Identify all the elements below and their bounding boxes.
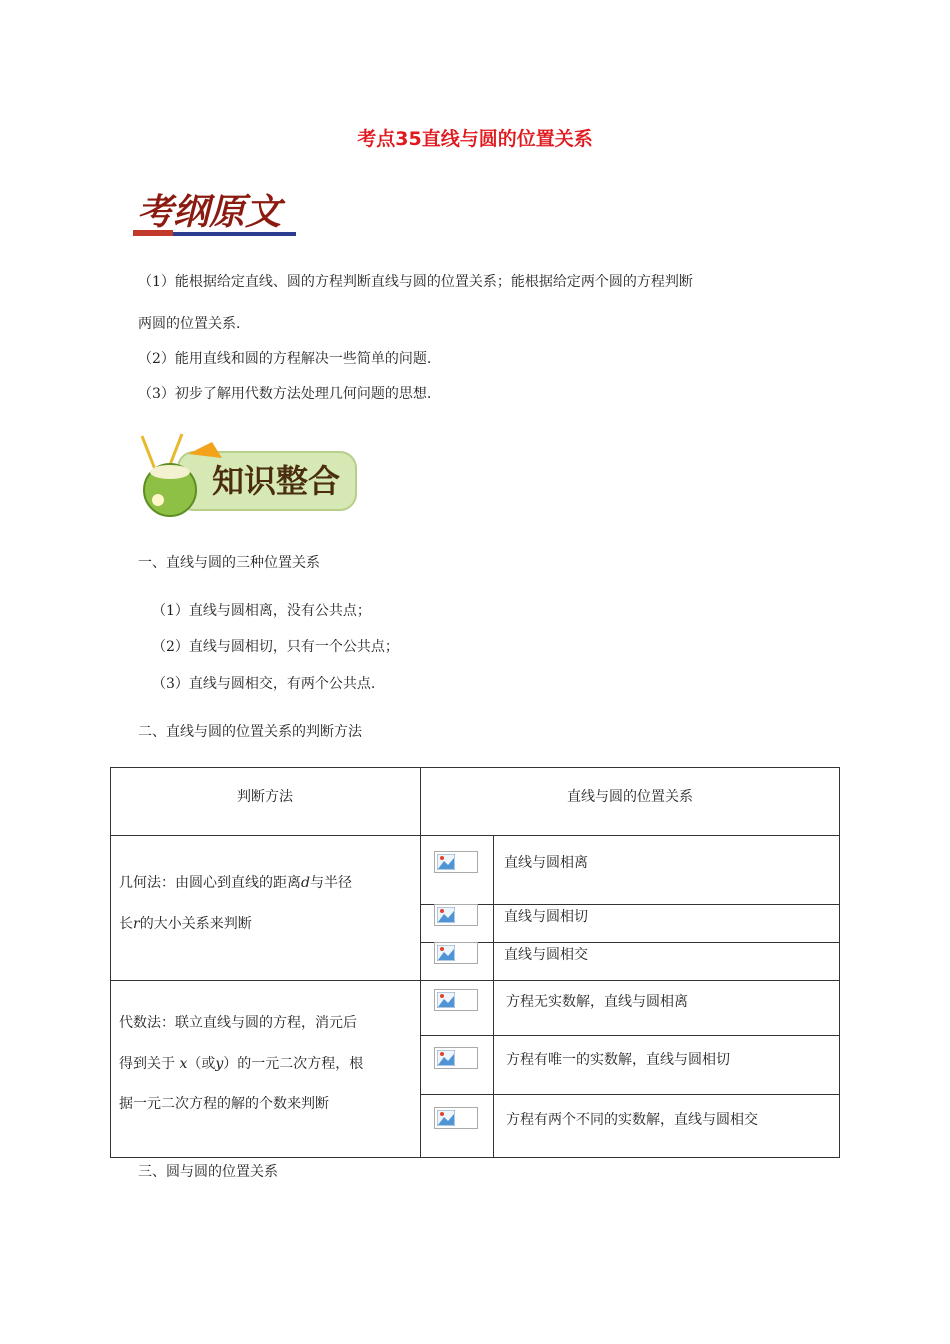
section-1-item-3: （3）直线与圆相交，有两个公共点. <box>152 676 376 692</box>
broken-image-icon <box>434 989 478 1011</box>
syllabus-item-3: （3）初步了解用代数方法处理几何问题的思想. <box>138 386 432 402</box>
broken-image-icon <box>434 942 478 964</box>
algebraic-result-2: 方程有唯一的实数解，直线与圆相切 <box>506 1052 730 1068</box>
header-method: 判断方法 <box>237 789 293 805</box>
syllabus-item-2: （2）能用直线和圆的方程解决一些简单的问题. <box>138 351 432 367</box>
geometric-method-line2: 长r的大小关系来判断 <box>119 916 252 932</box>
algebraic-result-1: 方程无实数解，直线与圆相离 <box>506 994 688 1010</box>
method-table <box>110 767 840 1158</box>
geometric-result-2: 直线与圆相切 <box>504 909 588 925</box>
broken-image-icon <box>434 1107 478 1129</box>
syllabus-banner <box>133 180 296 240</box>
header-relation: 直线与圆的位置关系 <box>567 789 693 805</box>
knowledge-banner <box>138 432 360 518</box>
broken-image-icon <box>434 904 478 926</box>
algebraic-result-3: 方程有两个不同的实数解，直线与圆相交 <box>506 1112 758 1128</box>
geometric-result-1: 直线与圆相离 <box>504 855 588 871</box>
page-title: 考点35直线与圆的位置关系 <box>357 128 593 150</box>
syllabus-item-1-line2: 两圆的位置关系. <box>138 316 241 332</box>
geometric-result-3: 直线与圆相交 <box>504 947 588 963</box>
algebraic-method-line2: 得到关于 x（或y）的一元二次方程，根 <box>119 1056 364 1072</box>
section-3-heading: 三、圆与圆的位置关系 <box>138 1164 278 1180</box>
algebraic-method-line1: 代数法：联立直线与圆的方程，消元后 <box>119 1015 357 1031</box>
algebraic-method-line3: 据一元二次方程的解的个数来判断 <box>119 1096 329 1112</box>
section-1-item-1: （1）直线与圆相离，没有公共点； <box>152 603 371 619</box>
knowledge-banner-text: 知识整合 <box>212 462 341 500</box>
syllabus-item-1-line1: （1）能根据给定直线、圆的方程判断直线与圆的位置关系；能根据给定两个圆的方程判断 <box>138 274 693 290</box>
section-1-heading: 一、直线与圆的三种位置关系 <box>138 555 320 571</box>
broken-image-icon <box>434 851 478 873</box>
section-1-item-2: （2）直线与圆相切，只有一个公共点； <box>152 639 399 655</box>
broken-image-icon <box>434 1047 478 1069</box>
geometric-method-line1: 几何法：由圆心到直线的距离d与半径 <box>119 875 352 891</box>
syllabus-banner-text: 考纲原文 <box>137 191 282 233</box>
section-2-heading: 二、直线与圆的位置关系的判断方法 <box>138 724 362 740</box>
